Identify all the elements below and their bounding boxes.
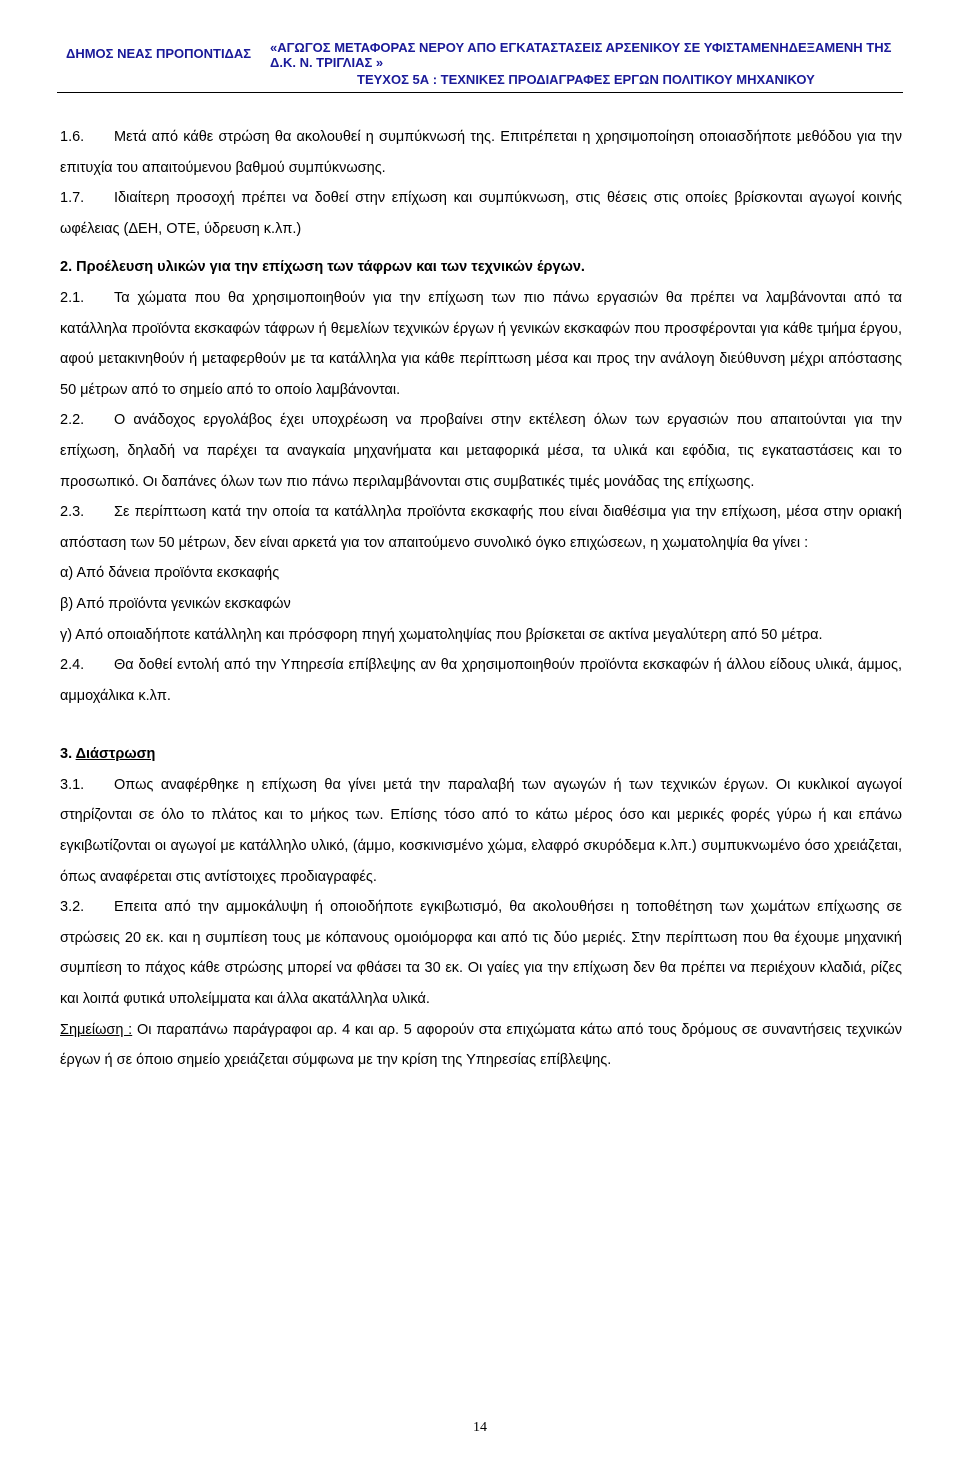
paragraph-2-4	[60, 650, 902, 711]
paragraph-text: Μετά από κάθε στρώση θα ακολουθεί η συμπύκνωσή της. Επιτρέπεται η χρησιμοποίηση οποιασδήποτε μεθόδου για την επιτυχία του απαιτούμενου βαθμού συμπύκνωσης.	[60, 129, 902, 176]
paragraph-3-1	[60, 770, 902, 892]
paragraph-number: 1.7.	[60, 190, 85, 207]
volume-title: ΤΕΥΧΟΣ 5Α : ΤΕΧΝΙΚΕΣ ΠΡΟΔΙΑΓΡΑΦΕΣ ΕΡΓΩΝ ΠΟΛΙΤΙΚΟΥ ΜΗΧΑΝΙΚΟΥ	[357, 72, 815, 87]
list-item-a: α) Από δάνεια προϊόντα εκσκαφής	[60, 565, 280, 582]
paragraph-1-7	[60, 183, 902, 244]
section-number: 3.	[60, 746, 73, 763]
note-text: Οι παραπάνω παράγραφοι αρ. 4 και αρ. 5 αφορούν στα επιχώματα κάτω από τους δρόμους σε συναντήσεις τεχνικών έργων ή σε όποιο σημείο χρειάζεται σύμφωνα με την κρίση της Υπηρεσίας επίβλεψης.	[60, 1021, 902, 1069]
paragraph-number: 3.2.	[60, 899, 85, 916]
section-3-heading	[60, 739, 902, 770]
paragraph-number: 2.4.	[60, 657, 85, 674]
paragraph-text: Ο ανάδοχος εργολάβος έχει υποχρέωση να προβαίνει στην εκτέλεση όλων των εργασιών που απαιτούνται για την επίχωση, δηλαδή να παρέχει τα αναγκαία μηχανήματα και μεταφορικά μέσα, τα υλικά και εφόδια, τις εγκαταστάσεις και το προσωπικό. Οι δαπάνες όλων των πιο πάνω περιλαμβάνονται στις συμβατικές τιμές μονάδας της επίχωσης.	[60, 412, 902, 490]
list-item-c: γ) Από οποιαδήποτε κατάλληλη και πρόσφορη πηγή χωματοληψίας που βρίσκεται σε ακτίνα μεγαλύτερη από 50 μέτρα.	[60, 626, 823, 643]
paragraph-text: Τα χώματα που θα χρησιμοποιηθούν για την επίχωση των πιο πάνω εργασιών θα πρέπει να λαμβάνονται από τα κατάλληλα προϊόντα εκσκαφών τάφρων ή θεμελίων τεχνικών έργων ή γενικών εκσκαφών που προσφέρονται για κάθε τμήμα έργου, αφού μετακινηθούν ή μεταφερθούν με τα κατάλληλα για κάθε περίπτωση μέσα και προς την ανάλογη διεύθυνση μέχρι απόστασης 50 μέτρων από το σημείο από το οποίο λαμβάνονται.	[60, 289, 902, 398]
paragraph-2-2	[60, 405, 902, 497]
paragraph-text: Ιδιαίτερη προσοχή πρέπει να δοθεί στην επίχωση και συμπύκνωση, στις θέσεις στις οποίες βρίσκονται αγωγοί κοινής ωφέλειας (ΔΕΗ, ΟΤΕ, ύδρευση κ.λπ.)	[60, 190, 902, 237]
paragraph-1-6	[60, 122, 902, 183]
page-number: 14	[473, 1420, 487, 1435]
document-body	[60, 122, 902, 1076]
paragraph-text: Θα δοθεί εντολή από την Υπηρεσία επίβλεψης αν θα χρησιμοποιηθούν προϊόντα εκσκαφών ή άλλου είδους υλικά, άμμος, αμμοχάλικα κ.λπ.	[60, 657, 902, 704]
paragraph-text: Επειτα από την αμμοκάλυψη ή οποιοδήποτε εγκιβωτισμό, θα ακολουθήσει η τοποθέτηση των χωμάτων επίχωσης σε στρώσεις 20 εκ. και η συμπίεση τους με κόπανους ομοιόμορφα και από τις δύο μεριές. Στην περίπτωση που θα έχουμε μηχανική συμπίεση το πάχος κάθε στρώσης μπορεί να φθάσει τα 30 εκ. Οι γαίες για την επίχωση δεν θα πρέπει να περιέχουν κλαδιά, ρίζες και λοιπά φυτικά υπολείμματα και άλλα ακατάλληλα υλικά.	[60, 899, 902, 1008]
list-item-b: β) Από προϊόντα γενικών εκσκαφών	[60, 595, 291, 612]
paragraph-number: 2.2.	[60, 412, 85, 429]
spacer	[60, 244, 902, 252]
section-number: 2.	[60, 259, 73, 276]
paragraph-2-1	[60, 283, 902, 405]
header-divider	[57, 92, 903, 93]
note-label: Σημείωση :	[60, 1021, 133, 1038]
project-title	[270, 40, 891, 70]
paragraph-number: 1.6.	[60, 129, 85, 145]
paragraph-number: 2.1.	[60, 289, 85, 306]
section-title: Διάστρωση	[75, 746, 156, 763]
paragraph-text: Οπως αναφέρθηκε η επίχωση θα γίνει μετά την παραλαβή των αγωγών ή των τεχνικών έργων. Οι κυκλικοί αγωγοί στηρίζονται σε όλο το πλάτος και το μήκος των. Επίσης τόσο από το κάτω μέρος όσο και μερικές φορές γύρω ή και επάνω εγκιβωτίζονται οι αγωγοί με κατάλληλο υλικό, (άμμο, κοσκινισμένο χώμα, ελαφρό σκυρόδεμα κ.λπ.) συμπυκνωμένο όσο χρειάζεται, όπως αναφέρεται στις αντίστοιχες προδιαγραφές.	[60, 776, 902, 885]
section-title: Προέλευση υλικών για την επίχωση των τάφρων και των τεχνικών έργων.	[76, 259, 585, 276]
section-2-heading	[60, 252, 902, 283]
spacer	[60, 711, 902, 739]
paragraph-text: Σε περίπτωση κατά την οποία τα κατάλληλα προϊόντα εκσκαφής που είναι διαθέσιμα για την επίχωση, μέσα στην οριακή απόσταση των 50 μέτρων, δεν είναι αρκετά για τον απαιτούμενο συνολικό όγκο επιχώσεων, η χωματοληψία θα γίνει :	[60, 504, 902, 551]
paragraph-number: 3.1.	[60, 776, 85, 793]
paragraph-3-2	[60, 892, 902, 1014]
note-paragraph	[60, 1015, 902, 1076]
municipality-name: ΔΗΜΟΣ ΝΕΑΣ ΠΡΟΠΟΝΤΙΔΑΣ	[66, 46, 252, 61]
paragraph-number: 2.3.	[60, 504, 85, 521]
paragraph-2-3	[60, 497, 902, 558]
project-title-line1: «ΑΓΩΓΟΣ ΜΕΤΑΦΟΡΑΣ ΝΕΡΟΥ ΑΠΟ ΕΓΚΑΤΑΣΤΑΣΕΙΣ ΑΡΣΕΝΙΚΟΥ ΣΕ ΥΦΙΣΤΑΜΕΝΗΔΕΞΑΜΕΝΗ ΤΗΣ	[270, 40, 892, 55]
project-title-line2: Δ.Κ. Ν. ΤΡΙΓΛΙΑΣ »	[270, 55, 384, 70]
